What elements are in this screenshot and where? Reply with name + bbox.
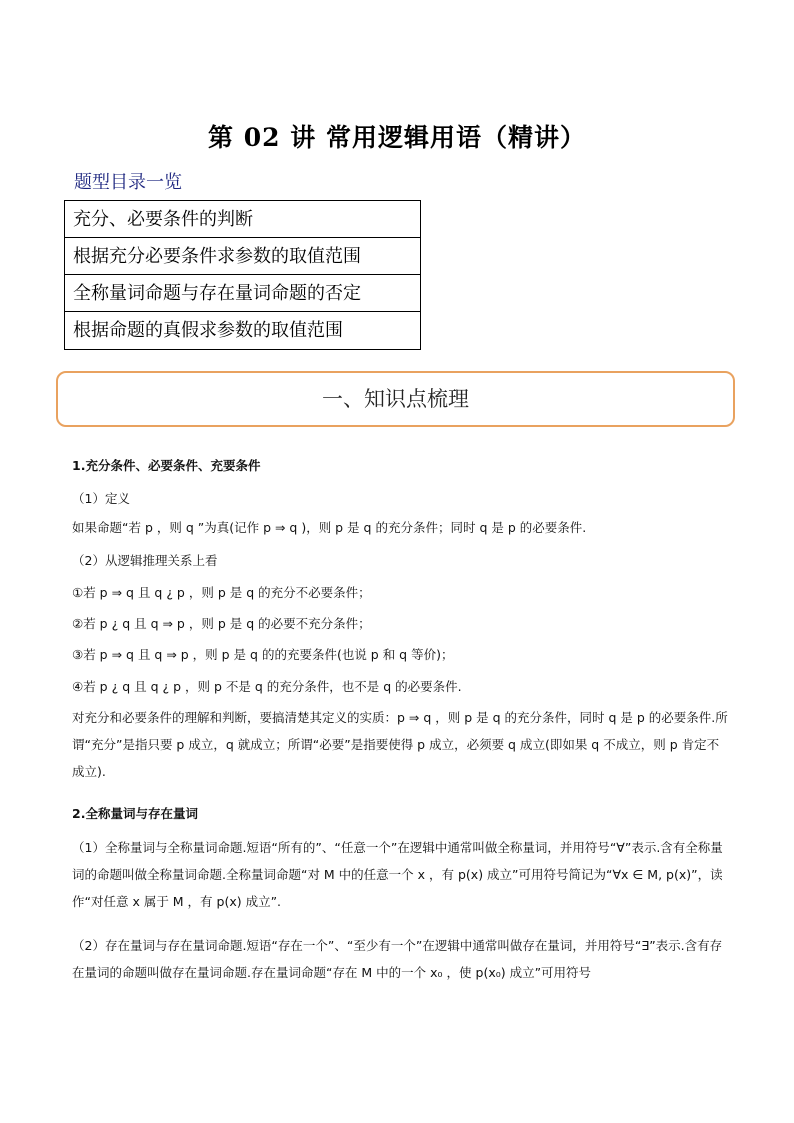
- subheading-definition: （1）定义: [72, 491, 130, 506]
- toc-table: [64, 200, 421, 350]
- case-3: ③若 p ⇒ q 且 q ⇒ p ，则 p 是 q 的的充要条件(也说 p 和 q 等价)；: [72, 647, 454, 662]
- case-4: ④若 p ¿ q 且 q ¿ p ，则 p 不是 q 的充分条件，也不是 q 的必要条件.: [72, 679, 462, 694]
- existential-quantifier-paragraph: （2）存在量词与存在量词命题.短语“存在一个”、“至少有一个”在逻辑中通常叫做存在量词，并用符号“∃”表示.含有存在量词的命题叫做存在量词命题.存在量词命题“存在 M 中的一个 x₀ ，使 p(x₀) 成立”可用符号: [72, 938, 723, 980]
- case-2: ②若 p ¿ q 且 q ⇒ p ，则 p 是 q 的必要不充分条件；: [72, 616, 371, 631]
- toc-item[interactable]: 充分、必要条件的判断: [65, 201, 420, 238]
- toc-item[interactable]: 根据命题的真假求参数的取值范围: [73, 320, 343, 341]
- subheading-logic: （2）从逻辑推理关系上看: [72, 553, 218, 568]
- section-1-heading: 1.充分条件、必要条件、充要条件: [72, 458, 261, 473]
- section-2-heading: 2.全称量词与存在量词: [72, 806, 198, 821]
- page-title: 第 02 讲 常用逻辑用语（精讲）: [208, 123, 586, 152]
- definition-text: 如果命题“若 p ，则 q ”为真(记作 p ⇒ q )，则 p 是 q 的充分条件；同时 q 是 p 的必要条件.: [72, 520, 587, 535]
- toc-item[interactable]: 全称量词命题与存在量词命题的否定: [65, 275, 420, 312]
- section-title: 一、知识点梳理: [322, 387, 469, 411]
- explanation-paragraph: 对充分和必要条件的理解和判断，要搞清楚其定义的实质：p ⇒ q ，则 p 是 q 的充分条件，同时 q 是 p 的必要条件.所谓“充分”是指只要 p 成立，q 就成立；所谓“必要”是指要使得 p 成立，必须要 q 成立(即如果 q 不成立，则 p 肯定不成立).: [72, 710, 728, 779]
- toc-heading: 题型目录一览: [74, 172, 182, 193]
- section-title-box: [56, 371, 735, 427]
- universal-quantifier-paragraph: （1）全称量词与全称量词命题.短语“所有的”、“任意一个”在逻辑中通常叫做全称量词，并用符号“∀”表示.含有全称量词的命题叫做全称量词命题.全称量词命题“对 M 中的任意一个 x ，有 p(x) 成立”可用符号简记为“∀x ∈ M, p(x)”，读作“对任意 x 属于 M ，有 p(x) 成立”.: [72, 840, 723, 909]
- toc-item[interactable]: 根据充分必要条件求参数的取值范围: [65, 238, 420, 275]
- case-1: ①若 p ⇒ q 且 q ¿ p ，则 p 是 q 的充分不必要条件；: [72, 585, 371, 600]
